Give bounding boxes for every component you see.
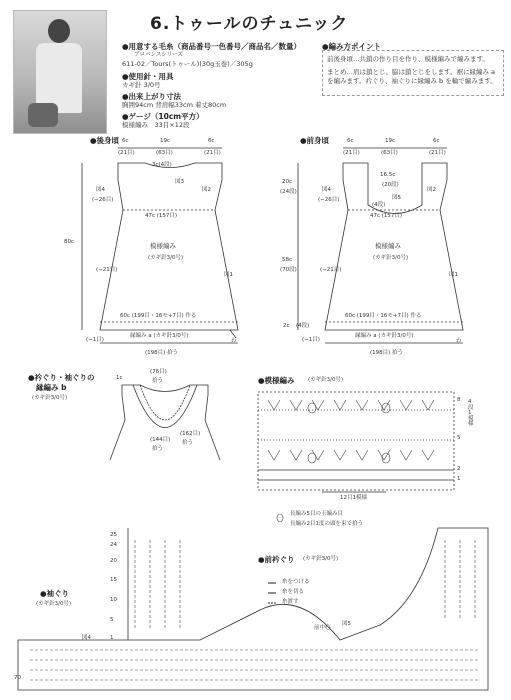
trim-heading2: 縁編み b (36, 383, 67, 392)
stitch-row-8: 8 (457, 397, 461, 403)
legend-pass: 糸渡す (282, 599, 299, 605)
armhole-row-25: 25 (110, 532, 117, 538)
front-minus4: (4段) (372, 202, 386, 208)
back-hem-sts: (198目) 拾う (145, 350, 179, 356)
back-heading: ●後身頃 (90, 136, 120, 145)
armhole-needle: (カギ針3/0号) (36, 601, 72, 607)
back-fig1: 図1 (224, 272, 233, 278)
neckline-heading: ●前衿ぐり (258, 555, 295, 564)
armhole-row-20: 20 (110, 558, 117, 564)
tools-heading: ●使用針・用具 (122, 72, 174, 81)
front-fig2: 図2 (427, 187, 436, 193)
tools-info: カギ針 3/0号 (122, 81, 161, 89)
gauge-heading: ●ゲージ（10cm平方） (122, 112, 204, 121)
stitch-heading: ●模様編み (258, 376, 295, 385)
trim-heading: ●衿ぐり・袖ぐりの (28, 373, 95, 382)
front-heading: ●前身頃 (300, 136, 330, 145)
front-side2: 58c (282, 257, 293, 263)
points-heading: ●編み方ポイント (322, 42, 382, 51)
front-needle: (カギ針3/0号) (373, 255, 409, 261)
front-bottom-rows: (4段) (296, 323, 310, 329)
back-needle: (カギ針3/0号) (148, 255, 184, 261)
points-line1: 前後身頃…共鎖の作り目を作り、模様編みで編みます。 (327, 55, 489, 63)
back-wa: わ (231, 338, 237, 344)
front-fig5: 図5 (392, 195, 401, 201)
front-fig1: 図1 (449, 272, 458, 278)
front-side1-rows: (24段) (280, 189, 297, 195)
back-fig2: 図2 (202, 187, 211, 193)
front-hem: 60c (199目・16モ+7目) 作る (345, 313, 422, 319)
stitch-note1: 長編み5目の玉編み目 (290, 511, 343, 517)
trim-s162: (162目) (180, 431, 201, 437)
neckline-needle: (カギ針3/0号) (303, 556, 339, 562)
back-shoulder-left: 6c (122, 138, 129, 144)
stitch-repeat-sts: 12目1模様 (340, 495, 367, 501)
back-fig3: 図3 (175, 179, 184, 185)
trim-s76-pick: 拾う (152, 378, 164, 384)
stitch-row-1: 1 (457, 476, 461, 482)
front-bottom: 2c (283, 323, 290, 329)
front-wa: わ (456, 338, 462, 344)
back-width: 47c (157目) (145, 213, 178, 219)
back-shoulder-sts-left: (21目) (118, 150, 135, 156)
legend-cut: 糸を切る (282, 589, 305, 595)
back-shoulder-right: 6c (208, 138, 215, 144)
front-shoulder-left: 6c (347, 138, 354, 144)
front-neck-rows: (20段) (382, 182, 399, 188)
yarn-info: 611-02／Tours(トゥール)(30g玉巻)／305g (122, 60, 253, 68)
front-shoulder-mid: 19c (385, 138, 396, 144)
back-shoulder-mid: 19c (160, 138, 171, 144)
front-fig4-sts: (−26目) (318, 197, 340, 203)
back-minus1: (−1目) (86, 337, 104, 343)
armhole-row-15: 15 (110, 577, 117, 583)
stitch-note2: 長編み2目1度の頭を束で拾う (290, 521, 363, 527)
back-neck: 3c(4段) (152, 162, 172, 168)
back-shoulder-sts-right: (21目) (204, 150, 221, 156)
front-dec: (−21目) (320, 267, 342, 273)
armhole-fig4: 図4 (82, 635, 91, 641)
armhole-row-5: 5 (110, 617, 114, 623)
armhole-row-1: 1 (110, 635, 114, 641)
points-line2: まとめ…肩は鎖とじ、脇は鎖とじをします。裾に縁編み a を編みます。衿ぐり、袖ぐりに縁編み b を輪で編みます。 (327, 68, 497, 85)
size-info: 胸囲94cm 背肩幅33cm 着丈80cm (122, 101, 227, 109)
trim-needle: (カギ針3/0号) (32, 395, 68, 401)
armhole-row-24: 24 (110, 542, 117, 548)
front-neck: 16.5c (380, 172, 396, 178)
front-pattern: 模様編み (375, 242, 401, 250)
armhole-row-70: 70 (14, 675, 21, 681)
stitch-row-2: 2 (457, 466, 461, 472)
front-width: 47c (157目) (370, 213, 403, 219)
trim-s162-pick: 拾う (182, 440, 194, 446)
armhole-heading: ●袖ぐり (40, 589, 70, 598)
front-shoulder-sts-right: (21目) (429, 150, 446, 156)
front-minus1: (−1目) (302, 337, 320, 343)
stitch-row-5: 5 (457, 435, 461, 441)
back-fig4-sts: (−26目) (92, 197, 114, 203)
front-shoulder-sts-mid: (63目) (381, 150, 398, 156)
front-hem-sts: (198目) 拾う (370, 350, 404, 356)
back-pattern: 模様編み (150, 242, 176, 250)
trim-s144: (144目) (150, 437, 171, 443)
front-shoulder-right: 6c (433, 138, 440, 144)
trim-width: 1c (116, 375, 123, 381)
front-shoulder-sts-left: (21目) (343, 150, 360, 156)
front-side2-rows: (70段) (280, 267, 297, 273)
front-edge: 縁編み a (カギ針3/0号) (355, 333, 414, 339)
neckline-fig5: 図5 (342, 621, 351, 627)
back-dec: (−21目) (96, 267, 118, 273)
size-heading: ●出来上がり寸法 (122, 92, 182, 101)
gauge-info: 模様編み 33目×12段 (122, 121, 190, 129)
legend-attach: 糸をつける (282, 579, 310, 585)
armhole-row-10: 10 (110, 597, 117, 603)
back-hem: 60c (199目・16モ+7目) 作る (120, 313, 197, 319)
series-label: プロバンスシリーズ (134, 52, 184, 58)
front-side1: 20c (282, 179, 293, 185)
back-edge: 縁編み a (カギ針3/0号) (130, 333, 189, 339)
back-length: 80c (64, 239, 75, 245)
trim-s76: (76目) (150, 369, 167, 375)
page-title: 6.トゥールのチュニック (150, 14, 349, 34)
trim-outline (110, 385, 220, 460)
back-shoulder-sts-mid: (63目) (156, 150, 173, 156)
trim-s144-pick: 拾う (152, 446, 164, 452)
armhole-chart-outline (18, 528, 488, 690)
front-center: 前中心 (314, 625, 331, 631)
front-fig4: 図4 (322, 187, 331, 193)
back-fig4: 図4 (96, 187, 105, 193)
stitch-repeat: 4段1模様 (468, 399, 474, 427)
materials-heading: ●用意する毛糸（商品番号一色番号／商品名／数量） (122, 42, 302, 51)
stitch-needle: (カギ針3/0号) (308, 377, 344, 383)
